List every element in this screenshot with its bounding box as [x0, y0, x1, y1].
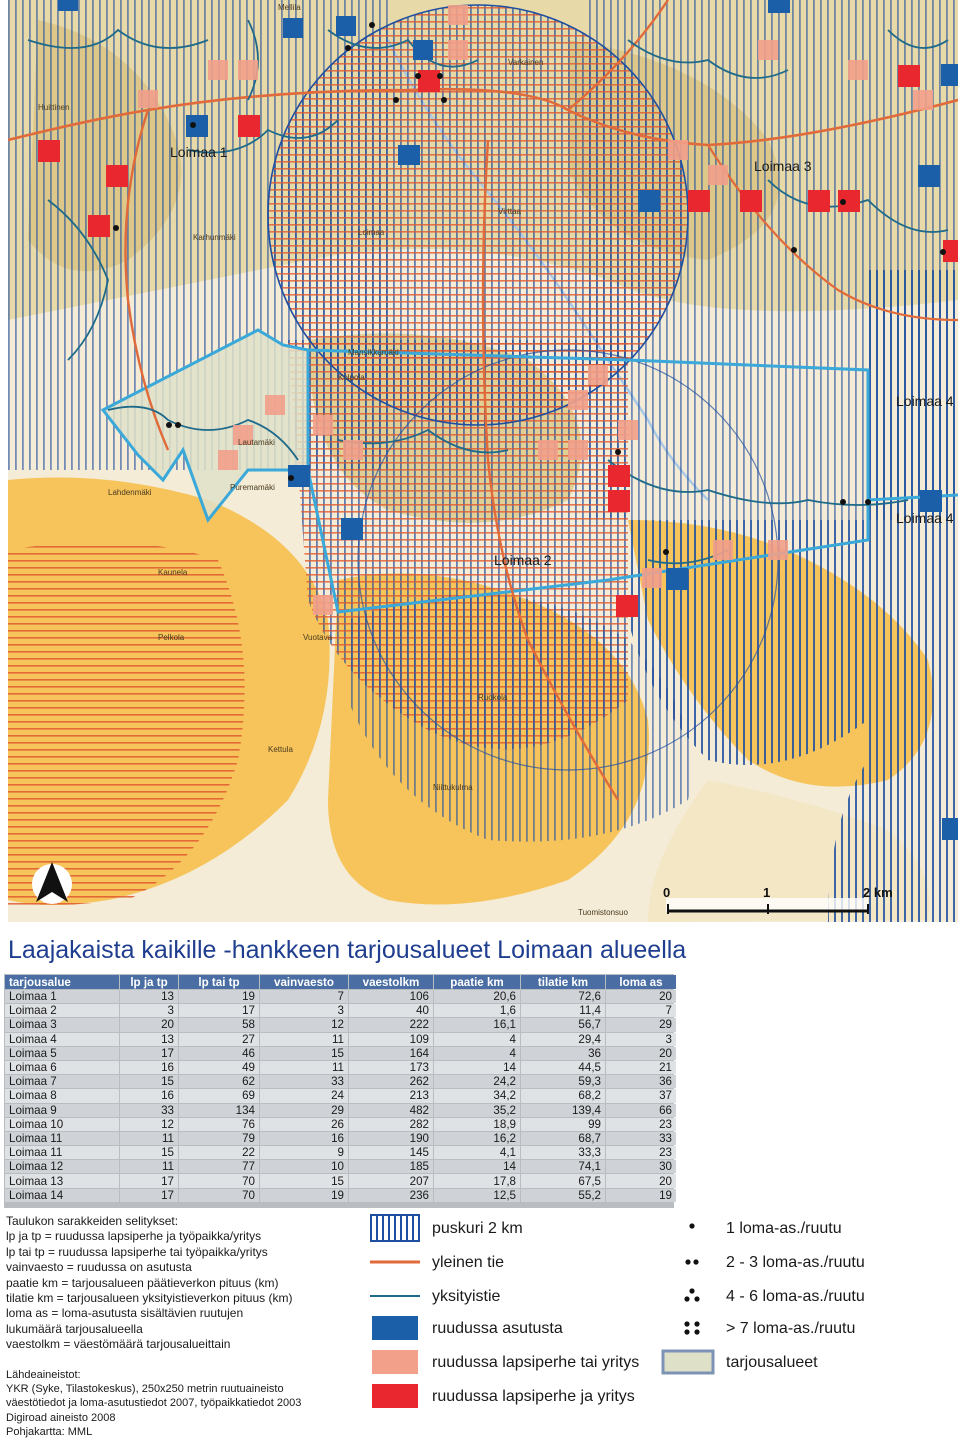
value-cell: 56,7 [521, 1018, 605, 1031]
value-cell: 24 [260, 1089, 348, 1102]
place-name: Tuomistonsuo [578, 908, 628, 917]
private-road-icon [370, 1282, 420, 1310]
area-name-cell: Loimaa 9 [5, 1104, 119, 1117]
table-row [5, 1174, 676, 1187]
table-row [5, 1160, 676, 1173]
page-title: Laajakaista kaikille -hankkeen tarjousalueet Loimaan alueella [8, 936, 687, 964]
table-row [5, 1004, 676, 1017]
data-table-panel [4, 974, 674, 1208]
table-row [5, 1104, 676, 1117]
table-row [5, 990, 676, 1003]
value-cell: 55,2 [521, 1189, 605, 1202]
family-or-work-swatch-icon [370, 1348, 420, 1376]
note-line: vaestolkm = väestömäärä tarjousalueittain [6, 1337, 231, 1352]
area-name-cell: Loimaa 12 [5, 1160, 119, 1173]
table-header-row [5, 975, 676, 989]
area-name-cell: Loimaa 3 [5, 1018, 119, 1031]
value-cell: 18,9 [434, 1118, 520, 1131]
value-cell: 23 [606, 1118, 676, 1131]
column-header: loma as [606, 975, 676, 989]
value-cell: 23 [606, 1146, 676, 1159]
value-cell: 17 [120, 1189, 178, 1202]
note-line: paatie km = tarjousalueen päätieverkon pituus (km) [6, 1275, 279, 1290]
value-cell: 16 [120, 1089, 178, 1102]
area-name-cell: Loimaa 11 [5, 1132, 119, 1145]
value-cell: 68,7 [521, 1132, 605, 1145]
place-name: Virttaa [498, 207, 521, 216]
value-cell: 29 [606, 1018, 676, 1031]
tender-area-swatch-icon [660, 1348, 720, 1376]
source-line: YKR (Syke, Tilastokeskus), 250x250 metrin ruutuaineisto [6, 1383, 284, 1396]
value-cell: 11 [120, 1132, 178, 1145]
value-cell: 7 [606, 1004, 676, 1017]
column-header: lp tai tp [179, 975, 259, 989]
value-cell: 33 [120, 1104, 178, 1117]
legend-item-settled [370, 1314, 670, 1344]
place-name: Kolpola [338, 373, 365, 382]
value-cell: 24,2 [434, 1075, 520, 1088]
place-name: Lautamäki [238, 438, 275, 447]
value-cell: 4 [434, 1047, 520, 1060]
legend-label: ruudussa lapsiperhe ja yritys [432, 1388, 635, 1405]
value-cell: 213 [349, 1089, 433, 1102]
legend-label: ruudussa asutusta [432, 1320, 563, 1337]
value-cell: 109 [349, 1033, 433, 1046]
value-cell: 30 [606, 1160, 676, 1173]
value-cell: 37 [606, 1089, 676, 1102]
table-row [5, 1061, 676, 1074]
value-cell: 19 [606, 1189, 676, 1202]
value-cell: 36 [606, 1075, 676, 1088]
area-name-cell: Loimaa 2 [5, 1004, 119, 1017]
scale-label-0: 0 [663, 885, 671, 900]
value-cell: 106 [349, 990, 433, 1003]
place-name: Mellila [278, 3, 301, 12]
table-row [5, 1146, 676, 1159]
table-row [5, 1047, 676, 1060]
value-cell: 22 [179, 1146, 259, 1159]
table-row [5, 1075, 676, 1088]
area-label-loimaa-1: Loimaa 1 [170, 144, 228, 160]
note-line: loma as = loma-asutusta sisältävien ruutujen [6, 1306, 244, 1321]
value-cell: 77 [179, 1160, 259, 1173]
value-cell: 15 [260, 1174, 348, 1187]
value-cell: 3 [120, 1004, 178, 1017]
legend-label: 4 - 6 loma-as./ruutu [726, 1288, 865, 1305]
legend-label: yleinen tie [432, 1254, 505, 1271]
value-cell: 44,5 [521, 1061, 605, 1074]
value-cell: 35,2 [434, 1104, 520, 1117]
value-cell: 11 [120, 1160, 178, 1173]
settled-cell-swatch-icon [370, 1314, 420, 1342]
value-cell: 16,2 [434, 1132, 520, 1145]
table-row [5, 1132, 676, 1145]
area-name-cell: Loimaa 13 [5, 1174, 119, 1187]
value-cell: 79 [179, 1132, 259, 1145]
legend-item-tender-areas [660, 1348, 950, 1378]
legend-label: 2 - 3 loma-as./ruutu [726, 1254, 865, 1271]
value-cell: 20 [606, 1174, 676, 1187]
tender-area-table [4, 974, 677, 1203]
value-cell: 76 [179, 1118, 259, 1131]
value-cell: 58 [179, 1018, 259, 1031]
value-cell: 236 [349, 1189, 433, 1202]
value-cell: 62 [179, 1075, 259, 1088]
place-name: Mansikkamäki [348, 348, 399, 357]
value-cell: 33 [606, 1132, 676, 1145]
sources-heading: Lähdeaineistot: [6, 1369, 81, 1381]
value-cell: 482 [349, 1104, 433, 1117]
main-road-icon [370, 1248, 420, 1276]
note-line: tilatie km = tarjousalueen yksityistieverkon pituus (km) [6, 1291, 293, 1306]
value-cell: 68,2 [521, 1089, 605, 1102]
place-name: Loimaa [358, 228, 385, 237]
value-cell: 70 [179, 1189, 259, 1202]
one-dot-icon [660, 1214, 710, 1242]
value-cell: 12,5 [434, 1189, 520, 1202]
value-cell: 66 [606, 1104, 676, 1117]
buffer-swatch-icon [370, 1214, 420, 1242]
value-cell: 13 [120, 1033, 178, 1046]
value-cell: 4,1 [434, 1146, 520, 1159]
legend-label: 1 loma-as./ruutu [726, 1220, 842, 1237]
map-panel [8, 0, 958, 922]
place-name: Lahdenmäki [108, 488, 152, 497]
two-dots-icon [660, 1248, 710, 1276]
value-cell: 70 [179, 1174, 259, 1187]
area-name-cell: Loimaa 11 [5, 1146, 119, 1159]
legend-item-buffer [370, 1214, 670, 1244]
legend-item-family-and-work [370, 1382, 670, 1412]
legend-item-holiday-7 [660, 1314, 950, 1344]
value-cell: 46 [179, 1047, 259, 1060]
value-cell: 33 [260, 1075, 348, 1088]
value-cell: 9 [260, 1146, 348, 1159]
value-cell: 29 [260, 1104, 348, 1117]
value-cell: 164 [349, 1047, 433, 1060]
value-cell: 262 [349, 1075, 433, 1088]
value-cell: 20,6 [434, 990, 520, 1003]
value-cell: 12 [120, 1118, 178, 1131]
value-cell: 11 [260, 1033, 348, 1046]
value-cell: 21 [606, 1061, 676, 1074]
column-header: lp ja tp [120, 975, 178, 989]
legend-item-private-road [370, 1282, 670, 1312]
notes-heading: Taulukon sarakkeiden selitykset: [6, 1214, 179, 1228]
place-name: Ruokola [478, 693, 508, 702]
legend-label: yksityistie [432, 1288, 501, 1305]
source-line: Digiroad aineisto 2008 [6, 1411, 116, 1424]
area-name-cell: Loimaa 4 [5, 1033, 119, 1046]
value-cell: 74,1 [521, 1160, 605, 1173]
value-cell: 139,4 [521, 1104, 605, 1117]
value-cell: 7 [260, 990, 348, 1003]
value-cell: 20 [606, 990, 676, 1003]
place-name: Varkainen [508, 58, 544, 67]
value-cell: 19 [179, 990, 259, 1003]
value-cell: 20 [120, 1018, 178, 1031]
area-label-loimaa-2: Loimaa 2 [494, 552, 552, 568]
table-row [5, 1033, 676, 1046]
area-name-cell: Loimaa 10 [5, 1118, 119, 1131]
note-line: lukumäärä tarjousalueella [6, 1321, 143, 1336]
data-sources [6, 1368, 366, 1439]
value-cell: 67,5 [521, 1174, 605, 1187]
value-cell: 207 [349, 1174, 433, 1187]
value-cell: 3 [606, 1033, 676, 1046]
value-cell: 16 [120, 1061, 178, 1074]
area-label-loimaa-4: Loimaa 4 [896, 393, 954, 409]
value-cell: 1,6 [434, 1004, 520, 1017]
legend-item-main-road [370, 1248, 670, 1278]
legend-item-family-or-work [370, 1348, 670, 1378]
value-cell: 11,4 [521, 1004, 605, 1017]
value-cell: 72,6 [521, 990, 605, 1003]
family-and-work-swatch-icon [370, 1382, 420, 1410]
place-name: Puremamäki [230, 483, 275, 492]
note-line: lp ja tp = ruudussa lapsiperhe ja työpaikka/yritys [6, 1229, 262, 1244]
table-row [5, 1118, 676, 1131]
value-cell: 20 [606, 1047, 676, 1060]
value-cell: 26 [260, 1118, 348, 1131]
value-cell: 17 [179, 1004, 259, 1017]
area-name-cell: Loimaa 14 [5, 1189, 119, 1202]
table-row [5, 1189, 676, 1202]
place-name: Huittinen [38, 103, 70, 112]
value-cell: 134 [179, 1104, 259, 1117]
table-row [5, 1089, 676, 1102]
value-cell: 17,8 [434, 1174, 520, 1187]
map-canvas [8, 0, 958, 922]
value-cell: 27 [179, 1033, 259, 1046]
value-cell: 145 [349, 1146, 433, 1159]
place-name: Niittukulma [433, 783, 473, 792]
note-line: lp tai tp = ruudussa lapsiperhe tai työpaikka/yritys [6, 1244, 268, 1259]
value-cell: 34,2 [434, 1089, 520, 1102]
value-cell: 190 [349, 1132, 433, 1145]
value-cell: 13 [120, 990, 178, 1003]
value-cell: 36 [521, 1047, 605, 1060]
area-label-loimaa-4b: Loimaa 4 [896, 510, 954, 526]
area-name-cell: Loimaa 7 [5, 1075, 119, 1088]
note-line: vainvaesto = ruudussa on asutusta [6, 1260, 192, 1275]
value-cell: 14 [434, 1061, 520, 1074]
map-legend [370, 1210, 950, 1436]
place-name: Kettula [268, 745, 293, 754]
value-cell: 69 [179, 1089, 259, 1102]
value-cell: 99 [521, 1118, 605, 1131]
area-name-cell: Loimaa 5 [5, 1047, 119, 1060]
four-dots-icon [660, 1314, 710, 1342]
scale-label-1: 1 [763, 885, 771, 900]
value-cell: 33,3 [521, 1146, 605, 1159]
area-name-cell: Loimaa 8 [5, 1089, 119, 1102]
value-cell: 14 [434, 1160, 520, 1173]
legend-label: tarjousalueet [726, 1354, 818, 1371]
legend-item-holiday-2-3 [660, 1248, 950, 1278]
legend-item-holiday-1 [660, 1214, 950, 1244]
place-name: Pelkola [158, 633, 185, 642]
legend-label: > 7 loma-as./ruutu [726, 1320, 856, 1337]
value-cell: 4 [434, 1033, 520, 1046]
area-name-cell: Loimaa 6 [5, 1061, 119, 1074]
column-header: vaestolkm [349, 975, 433, 989]
scale-label-2: 2 km [863, 885, 893, 900]
column-header: vainvaesto [260, 975, 348, 989]
area-name-cell: Loimaa 1 [5, 990, 119, 1003]
column-explanations [6, 1214, 366, 1353]
value-cell: 282 [349, 1118, 433, 1131]
value-cell: 173 [349, 1061, 433, 1074]
legend-label: ruudussa lapsiperhe tai yritys [432, 1354, 640, 1371]
column-header: paatie km [434, 975, 520, 989]
value-cell: 3 [260, 1004, 348, 1017]
value-cell: 15 [120, 1075, 178, 1088]
table-row [5, 1018, 676, 1031]
value-cell: 17 [120, 1047, 178, 1060]
value-cell: 222 [349, 1018, 433, 1031]
value-cell: 16 [260, 1132, 348, 1145]
place-name: Vuotava [303, 633, 333, 642]
place-name: Karhunmäki [193, 233, 236, 242]
value-cell: 15 [120, 1146, 178, 1159]
place-name: Kaunela [158, 568, 188, 577]
column-header: tilatie km [521, 975, 605, 989]
value-cell: 11 [260, 1061, 348, 1074]
three-dots-icon [660, 1282, 710, 1310]
value-cell: 15 [260, 1047, 348, 1060]
value-cell: 17 [120, 1174, 178, 1187]
value-cell: 16,1 [434, 1018, 520, 1031]
value-cell: 59,3 [521, 1075, 605, 1088]
value-cell: 185 [349, 1160, 433, 1173]
value-cell: 29,4 [521, 1033, 605, 1046]
column-header: tarjousalue [5, 975, 119, 989]
source-line: väestötiedot ja loma-asutustiedot 2007, työpaikkatiedot 2003 [6, 1397, 302, 1410]
legend-item-holiday-4-6 [660, 1282, 950, 1312]
legend-label: puskuri 2 km [432, 1220, 523, 1237]
area-label-loimaa-3: Loimaa 3 [754, 158, 812, 174]
value-cell: 49 [179, 1061, 259, 1074]
value-cell: 12 [260, 1018, 348, 1031]
value-cell: 10 [260, 1160, 348, 1173]
source-line: Pohjakartta: MML [6, 1425, 93, 1438]
value-cell: 40 [349, 1004, 433, 1017]
value-cell: 19 [260, 1189, 348, 1202]
